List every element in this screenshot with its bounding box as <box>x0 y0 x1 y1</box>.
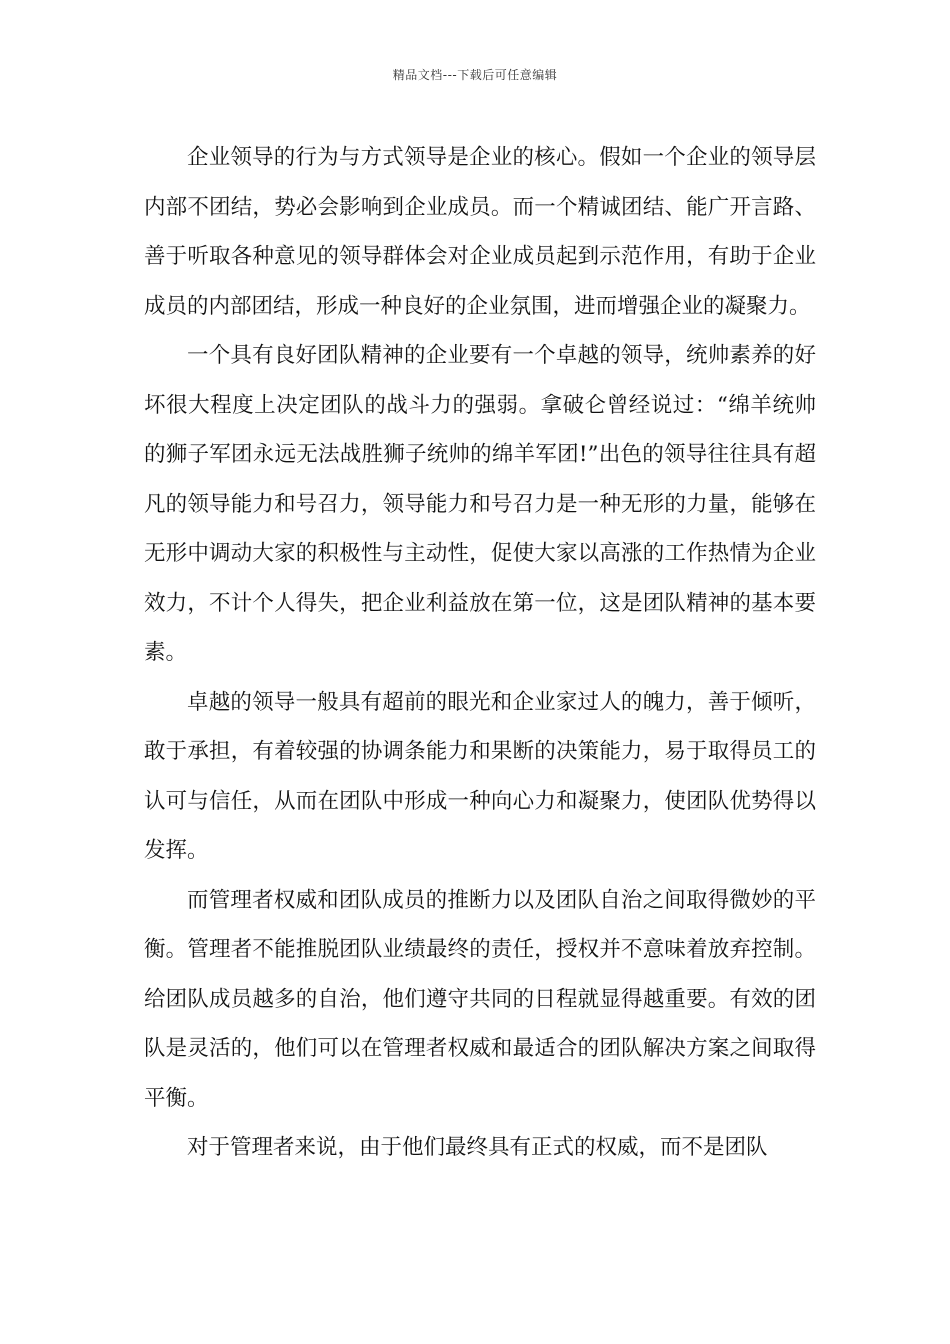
paragraph-5: 对于管理者来说，由于他们最终具有正式的权威，而不是团队 <box>187 1135 768 1160</box>
document-body <box>144 133 816 1173</box>
paragraph-4: 而管理者权威和团队成员的推断力以及团队自治之间取得微妙的平衡。管理者不能推脱团队业绩最终的责任，授权并不意味着放弃控制。给团队成员越多的自治，他们遵守共同的日程就显得越重要。有效的团队是灵活的，他们可以在管理者权威和最适合的团队解决方案之间取得平衡。 <box>144 887 816 1111</box>
paragraph-3: 卓越的领导一般具有超前的眼光和企业家过人的魄力，善于倾听，敢于承担，有着较强的协调条能力和果断的决策能力，易于取得员工的认可与信任，从而在团队中形成一种向心力和凝聚力，使团队优势得以发挥。 <box>144 689 816 863</box>
page-header: 精品文档---下载后可任意编辑 <box>392 68 558 82</box>
paragraph-2: 一个具有良好团队精神的企业要有一个卓越的领导，统帅素养的好坏很大程度上决定团队的战斗力的强弱。拿破仑曾经说过：“绵羊统帅的狮子军团永远无法战胜狮子统帅的绵羊军团!”出色的领导往往具有超凡的领导能力和号召力，领导能力和号召力是一种无形的力量，能够在无形中调动大家的积极性与主动性，促使大家以高涨的工作热情为企业效力，不计个人得失，把企业利益放在第一位，这是团队精神的基本要素。 <box>144 343 816 665</box>
paragraph-1: 企业领导的行为与方式领导是企业的核心。假如一个企业的领导层内部不团结，势必会影响到企业成员。而一个精诚团结、能广开言路、善于听取各种意见的领导群体会对企业成员起到示范作用，有助于企业成员的内部团结，形成一种良好的企业氛围，进而增强企业的凝聚力。 <box>144 145 816 319</box>
